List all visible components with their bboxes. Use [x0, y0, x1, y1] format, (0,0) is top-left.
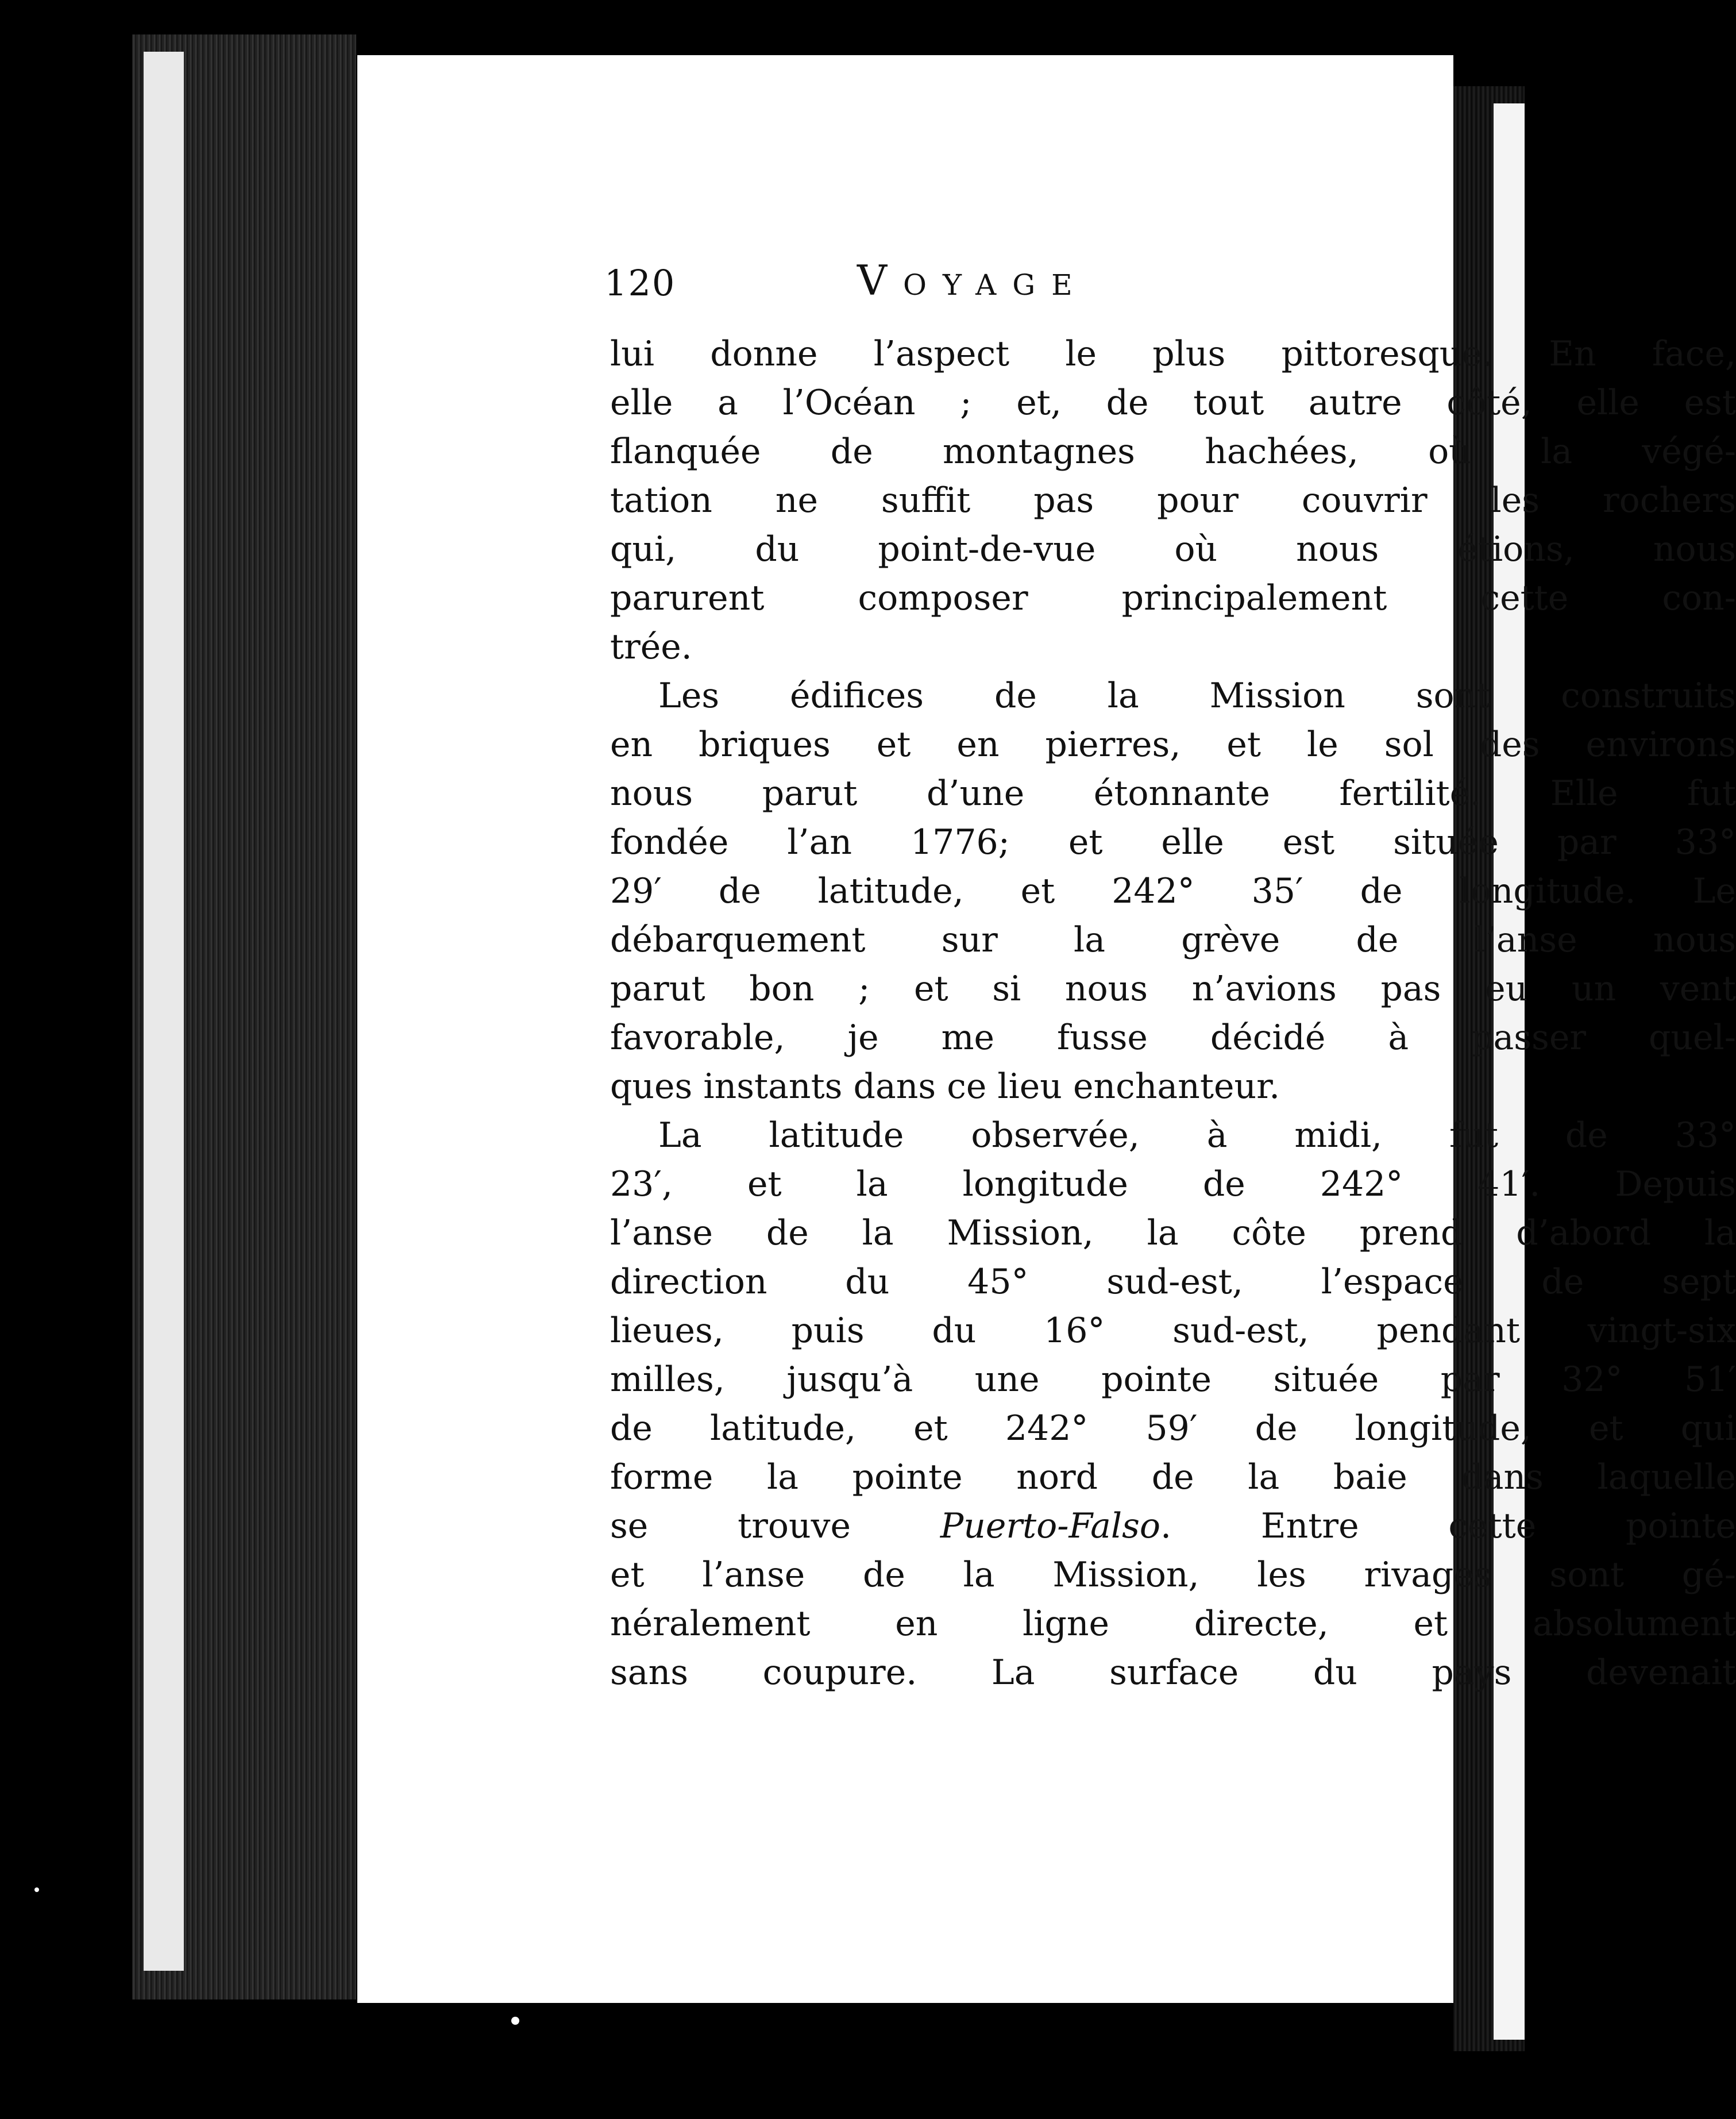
text-line: néralement en ligne directe, et absolument — [610, 1604, 1736, 1644]
book-edge-light-strip — [144, 52, 184, 1971]
text-segment: se trouve — [610, 1506, 940, 1546]
running-title: Voyage — [857, 256, 1089, 305]
page-header — [604, 256, 1495, 319]
printed-page — [357, 55, 1736, 2003]
text-line: La latitude observée, à midi, fut de 33° — [658, 1115, 1736, 1155]
text-line: 29′ de latitude, et 242° 35′ de longitude. Le — [610, 871, 1736, 911]
text-line: milles, jusqu’à une pointe située par 32° 51′ — [610, 1359, 1736, 1400]
scan-speck — [511, 2017, 519, 2025]
body-text — [610, 330, 1736, 1697]
page-number: 120 — [604, 262, 676, 304]
text-line: débarquement sur la grève de l’anse nous — [610, 920, 1736, 960]
text-line: forme la pointe nord de la baie dans laquelle — [610, 1457, 1736, 1497]
text-line: flanquée de montagnes hachées, où la végé- — [610, 431, 1736, 472]
text-line: de latitude, et 242° 59′ de longitude, et qui — [610, 1408, 1736, 1448]
text-line: ques instants dans ce lieu enchanteur. — [610, 1066, 1280, 1107]
text-line: l’anse de la Mission, la côte prend d’abord la — [610, 1213, 1736, 1253]
text-line — [610, 1502, 1736, 1551]
text-line: lui donne l’aspect le plus pittoresque. En face, — [610, 334, 1736, 374]
text-line: tation ne suffit pas pour couvrir les rochers — [610, 480, 1736, 521]
text-line: parut bon ; et si nous n’avions pas eu un vent — [610, 969, 1736, 1009]
place-name-italic: Puerto-Falso — [940, 1506, 1160, 1546]
text-segment: . Entre cette pointe — [1160, 1506, 1736, 1546]
text-line: trée. — [610, 627, 692, 667]
text-line: lieues, puis du 16° sud-est, pendant vingt-six — [610, 1311, 1736, 1351]
text-line: Les édifices de la Mission sont construits — [658, 676, 1736, 716]
text-line: et l’anse de la Mission, les rivages sont gé- — [610, 1555, 1736, 1595]
text-line: sans coupure. La surface du pays devenait — [610, 1652, 1736, 1693]
text-line: qui, du point-de-vue où nous étions, nous — [610, 529, 1736, 569]
text-line: elle a l’Océan ; et, de tout autre côté, elle est — [610, 383, 1736, 423]
text-line: fondée l’an 1776; et elle est située par 33° — [610, 822, 1736, 862]
text-line: parurent composer principalement cette con- — [610, 578, 1736, 618]
text-line: nous parut d’une étonnante fertilité. Elle fut — [610, 773, 1736, 814]
text-line: direction du 45° sud-est, l’espace de sept — [610, 1262, 1736, 1302]
text-line: 23′, et la longitude de 242° 41′. Depuis — [610, 1164, 1736, 1204]
text-line: en briques et en pierres, et le sol des environs — [610, 725, 1736, 765]
scan-speck — [34, 1887, 39, 1892]
text-line: favorable, je me fusse décidé à passer quel- — [610, 1018, 1736, 1058]
